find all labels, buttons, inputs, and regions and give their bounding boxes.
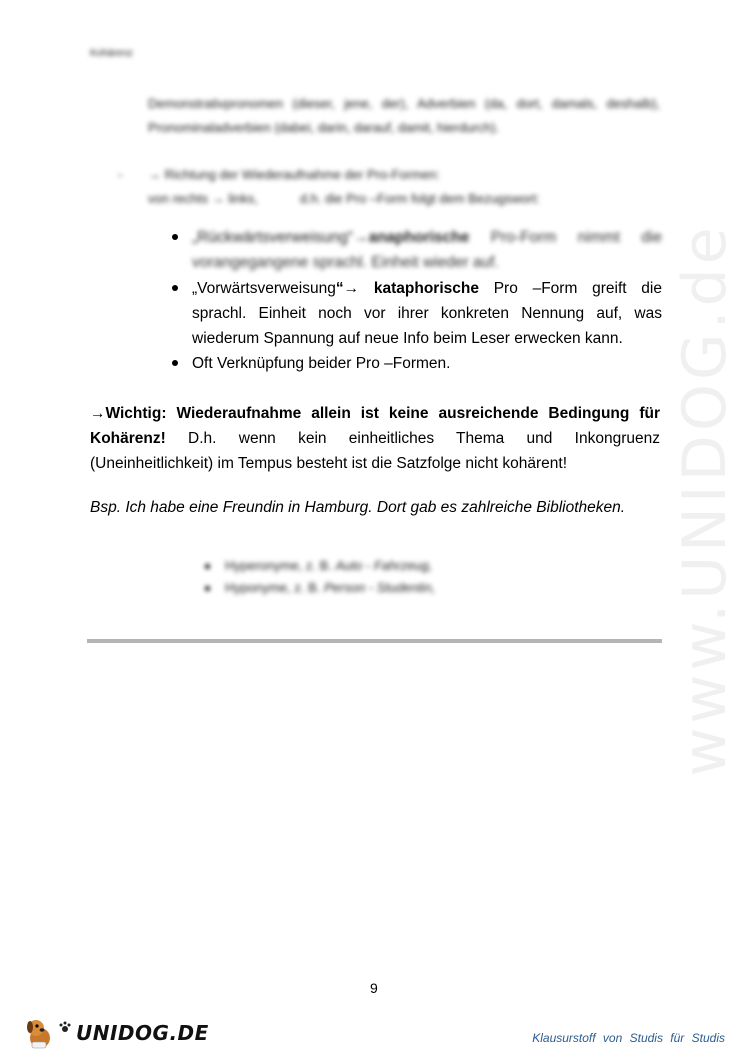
- dash-marker: -: [118, 167, 123, 182]
- list-item: [205, 555, 435, 577]
- page-header: Kohärenz: [90, 48, 133, 59]
- bullet-quote: „Vorwärtsverweisung: [192, 280, 336, 297]
- bullet-close-quote: “: [335, 280, 344, 297]
- hyperonym-label: Hyperonyme, z. B.: [225, 558, 336, 573]
- direction-text: Richtung der Wiederaufnahme der Pro-Formen:: [161, 167, 440, 182]
- bullet-bold-term: anaphorische: [368, 229, 470, 246]
- unidog-logo: [24, 1015, 209, 1051]
- arrow-icon: →: [90, 405, 106, 422]
- direction-detail-b: d.h. die Pro –Form folgt dem Bezugswort:: [299, 191, 540, 206]
- hyponym-example: Person - Studentin,: [323, 580, 436, 595]
- direction-detail-a: von rechts → links,: [148, 191, 258, 206]
- hyperonym-example: Auto - Fahrzeug,: [335, 558, 433, 573]
- watermark: www.UNIDOG.de: [670, 223, 740, 777]
- important-note: [90, 401, 660, 476]
- important-bold: Wichtig: Wiederaufnahme allein ist keine ausreichende Bedingung für Kohärenz!: [90, 405, 660, 447]
- bullet-text: Pro-Form nimmt die vorangegangene sprachl. Einheit wieder auf.: [192, 229, 662, 271]
- footer-tagline: Klausurstoff von Studis für Studis: [532, 1031, 725, 1045]
- bullet-quote: „Rückwärtsverweisung“: [192, 229, 354, 246]
- bullet-text: Oft Verknüpfung beider Pro –Formen.: [192, 355, 451, 372]
- logo-text: UNIDOG.DE: [76, 1021, 209, 1045]
- arrow-icon: →: [148, 167, 161, 182]
- page-number: 9: [370, 980, 378, 996]
- hyponym-label: Hyponyme, z. B.: [225, 580, 324, 595]
- direction-detail: [148, 187, 540, 211]
- bullet-item-both: [172, 351, 662, 376]
- dog-icon: [24, 1016, 56, 1050]
- example-sentence: Bsp. Ich habe eine Freundin in Hamburg. Dort gab es zahlreiche Bibliotheken.: [90, 499, 626, 516]
- bullet-bold-term: kataphorische: [359, 280, 479, 297]
- hyponym-list: [205, 555, 435, 599]
- bullet-text: Pro –Form greift die sprachl. Einheit noch vor ihrer konkreten Nennung auf, was wiederum Spannung auf neue Info beim Leser erwecken kann.: [192, 280, 662, 347]
- direction-list-item: [118, 163, 678, 187]
- bullet-item-anaphoric: [172, 225, 662, 275]
- important-text: D.h. wenn kein einheitliches Thema und Inkongruenz (Uneinheitlichkeit) im Tempus besteht ist die Satzfolge nicht kohärent!: [90, 430, 660, 472]
- arrow-icon: →: [343, 280, 360, 297]
- arrow-icon: →: [353, 229, 369, 246]
- paw-icon: [58, 1020, 72, 1034]
- horizontal-divider: [87, 639, 662, 643]
- blurred-paragraph: Demonstrativpronomen (dieser, jene, der), Adverbien (da, dort, damals, deshalb), Pronominaladverbien (dabei, darin, darauf, damit, hierdurch).: [148, 96, 660, 135]
- list-item: [205, 577, 435, 599]
- bullet-item-cataphoric: [172, 276, 662, 351]
